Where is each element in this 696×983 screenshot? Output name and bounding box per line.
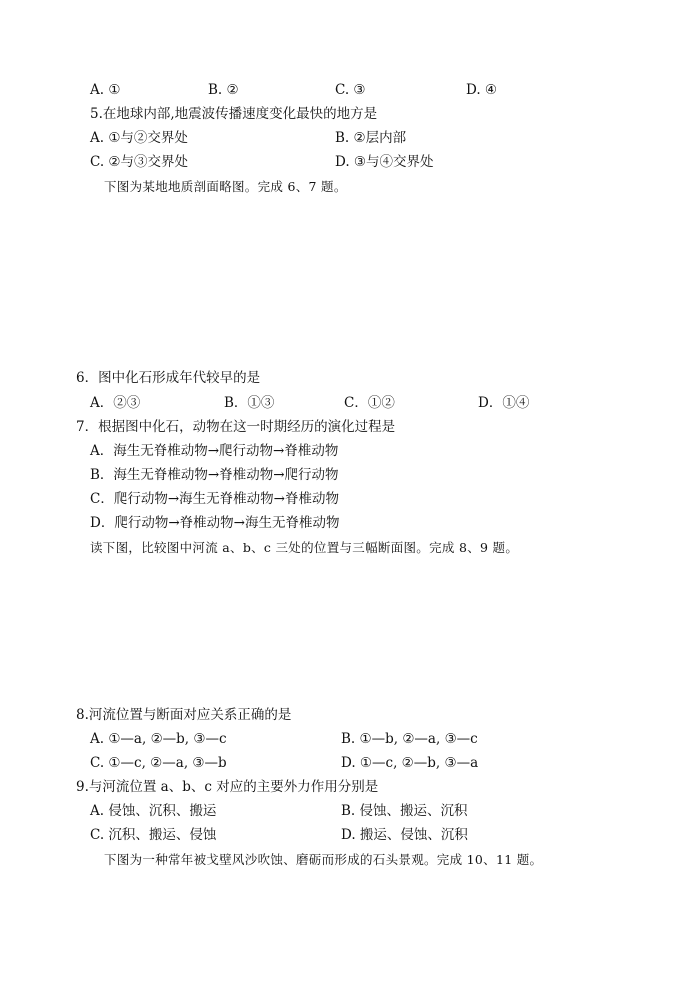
q9-option-a: A. 侵蚀、沉积、搬运: [90, 803, 217, 819]
q9-stem: 9.与河流位置 a、b、c 对应的主要外力作用分别是: [76, 779, 379, 795]
q5-option-c: C. ②与③交界处: [90, 154, 189, 170]
q5-option-d: D. ③与④交界处: [335, 154, 434, 170]
q6-option-c: C．①②: [344, 395, 395, 411]
q7-option-b: B．海生无脊椎动物→脊椎动物→爬行动物: [90, 467, 339, 483]
q7-option-d: D．爬行动物→脊椎动物→海生无脊椎动物: [90, 515, 340, 531]
q8-option-a: A. ①—a, ②—b, ③—c: [90, 731, 227, 747]
q4-option-b: B. ②: [208, 82, 239, 98]
q9-option-d: D. 搬运、侵蚀、沉积: [341, 827, 468, 843]
q7-option-c: C．爬行动物→海生无脊椎动物→脊椎动物: [90, 491, 339, 507]
q9-option-b: B. 侵蚀、搬运、沉积: [341, 803, 468, 819]
q6-option-b: B．①③: [224, 395, 275, 411]
figure-placeholder-geology: [90, 200, 590, 360]
q4-option-a: A. ①: [90, 82, 121, 98]
q5-stem: 5.在地球内部,地震波传播速度变化最快的地方是: [90, 106, 378, 122]
q8-option-b: B. ①—b, ②—a, ③—c: [341, 731, 478, 747]
q4-option-d: D. ④: [466, 82, 498, 98]
q6-stem: 6．图中化石形成年代较早的是: [76, 370, 261, 386]
q8-option-d: D. ①—c, ②—b, ③—a: [341, 755, 479, 771]
q9-option-c: C. 沉积、搬运、侵蚀: [90, 827, 217, 843]
caption-8-9: 读下图，比较图中河流 a、b、c 三处的位置与三幅断面图。完成 8、9 题。: [90, 540, 519, 555]
q8-option-c: C. ①—c, ②—a, ③—b: [90, 755, 227, 771]
q5-option-a: A. ①与②交界处: [90, 130, 188, 146]
q5-option-b: B. ②层内部: [335, 130, 407, 146]
caption-10-11: 下图为一种常年被戈壁风沙吹蚀、磨砺而形成的石头景观。完成 10、11 题。: [104, 852, 543, 867]
q4-option-c: C. ③: [335, 82, 366, 98]
caption-6-7: 下图为某地地质剖面略图。完成 6、7 题。: [104, 179, 347, 194]
q7-option-a: A．海生无脊椎动物→爬行动物→脊椎动物: [90, 443, 339, 459]
q8-stem: 8.河流位置与断面对应关系正确的是: [76, 707, 292, 723]
q6-option-d: D．①④: [478, 395, 530, 411]
q7-stem: 7．根据图中化石，动物在这一时期经历的演化过程是: [76, 419, 396, 435]
figure-placeholder-river: [90, 562, 590, 702]
q6-option-a: A．②③: [90, 395, 141, 411]
